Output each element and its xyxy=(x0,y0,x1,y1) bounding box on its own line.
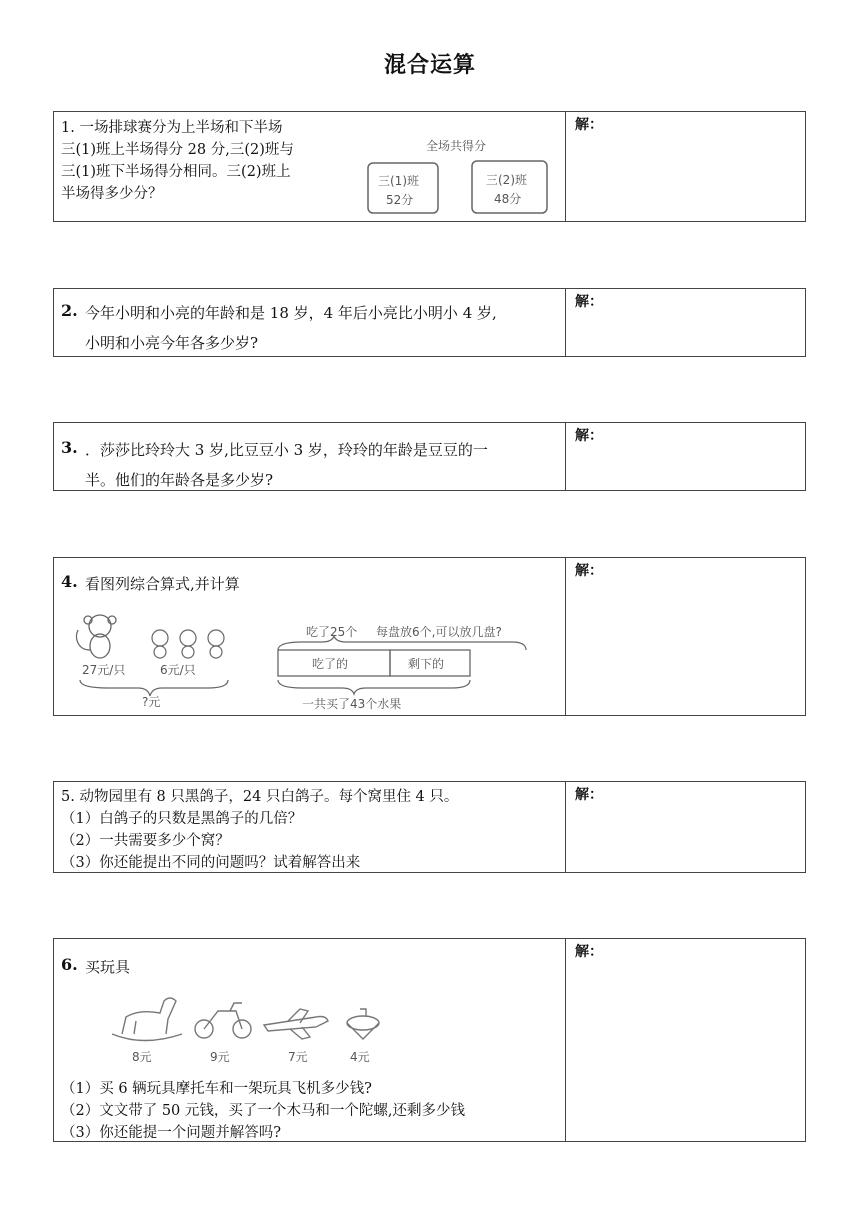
q5-line-2: （1）白鸽子的只数是黑鸽子的几倍？ xyxy=(61,811,303,827)
q3-number: 3. xyxy=(61,438,78,457)
spinning-top-icon xyxy=(347,1009,379,1039)
q6-toys-figure xyxy=(104,989,424,1079)
question-4-body xyxy=(54,558,566,715)
q4-total-brace xyxy=(80,680,228,696)
q2-answer-label: 解： xyxy=(575,294,603,310)
q4-segment-left-label: 吃了的 xyxy=(312,657,349,671)
q6-price-top: 4元 xyxy=(350,1050,370,1064)
small-animal-icons xyxy=(152,630,224,658)
question-3 xyxy=(53,422,806,491)
motorcycle-icon xyxy=(195,1003,251,1038)
q3-line-2: 半。他们的年龄各是多少岁? xyxy=(85,471,274,489)
page-title: 混合运算 xyxy=(383,53,476,78)
q4-bottom-label: 一共买了43个水果 xyxy=(302,697,402,711)
q1-right-score: 48分 xyxy=(494,192,522,206)
q4-number: 4. xyxy=(61,572,78,591)
q6-price-horse: 8元 xyxy=(132,1050,152,1064)
question-3-body xyxy=(54,423,566,490)
q1-figure-header: 全场共得分 xyxy=(426,139,487,153)
question-1-body xyxy=(54,112,566,221)
airplane-icon xyxy=(264,1009,328,1039)
q1-left-score: 52分 xyxy=(386,193,414,207)
q4-fruit-figure xyxy=(272,616,542,716)
q6-number: 6. xyxy=(61,955,78,974)
q1-answer-label: 解： xyxy=(575,117,603,133)
q4-text: 看图列综合算式,并计算 xyxy=(85,575,240,593)
q4-total: ?元 xyxy=(142,695,161,709)
question-1 xyxy=(53,111,806,222)
q1-right-name: 三(2)班 xyxy=(486,173,527,187)
q4-monkey-price: 27元/只 xyxy=(82,663,126,677)
q2-number: 2. xyxy=(61,301,78,320)
q6-text: 买玩具 xyxy=(85,958,131,976)
q4-price-figure xyxy=(68,610,238,710)
q1-line-4: 半场得多少分？ xyxy=(61,186,163,202)
q1-left-name: 三(1)班 xyxy=(378,174,419,188)
rocking-horse-icon xyxy=(112,998,182,1041)
question-2 xyxy=(53,288,806,357)
q4-ate-label: 吃了25个 xyxy=(306,625,358,639)
q5-line-1: 5. 动物园里有 8 只黑鸽子，24 只白鸽子。每个窝里住 4 只。 xyxy=(61,789,459,805)
q1-score-figure xyxy=(364,128,554,218)
q6-price-airplane: 7元 xyxy=(288,1050,308,1064)
q5-line-4: （3）你还能提出不同的问题吗？试着解答出来 xyxy=(61,855,361,871)
q6-line-1: （1）买 6 辆玩具摩托车和一架玩具飞机多少钱? xyxy=(61,1081,372,1097)
question-4 xyxy=(53,557,806,716)
q4-answer-label: 解： xyxy=(575,563,603,579)
q1-line-1: 1. 一场排球赛分为上半场和下半场 xyxy=(61,120,283,136)
question-6-body xyxy=(54,939,566,1141)
q4-segment-right-label: 剩下的 xyxy=(408,657,445,671)
q3-line-1: ．莎莎比玲玲大 3 岁,比豆豆小 3 岁，玲玲的年龄是豆豆的一 xyxy=(85,441,488,459)
q4-small-price: 6元/只 xyxy=(160,663,196,677)
q6-line-2: （2）文文带了 50 元钱，买了一个木马和一个陀螺,还剩多少钱 xyxy=(61,1103,466,1119)
q4-bottom-brace xyxy=(278,680,470,694)
question-2-body xyxy=(54,289,566,356)
q6-price-motorcycle: 9元 xyxy=(210,1050,230,1064)
q5-answer-label: 解： xyxy=(575,787,603,803)
q6-line-3: （3）你还能提一个问题并解答吗? xyxy=(61,1125,281,1141)
question-5-body xyxy=(54,782,566,872)
q3-answer-label: 解： xyxy=(575,428,603,444)
q2-line-1: 今年小明和小亮的年龄和是 18 岁，4 年后小亮比小明小 4 岁, xyxy=(85,304,497,322)
question-5 xyxy=(53,781,806,873)
q5-line-3: （2）一共需要多少个窝？ xyxy=(61,833,230,849)
q4-question: 每盘放6个,可以放几盘? xyxy=(376,625,502,639)
q6-answer-label: 解： xyxy=(575,944,603,960)
monkey-icon xyxy=(77,615,117,658)
q1-line-2: 三(1)班上半场得分 28 分,三(2)班与 xyxy=(61,142,294,158)
q1-line-3: 三(1)班下半场得分相同。三(2)班上 xyxy=(61,164,291,180)
question-6 xyxy=(53,938,806,1142)
q2-line-2: 小明和小亮今年各多少岁? xyxy=(85,334,259,352)
